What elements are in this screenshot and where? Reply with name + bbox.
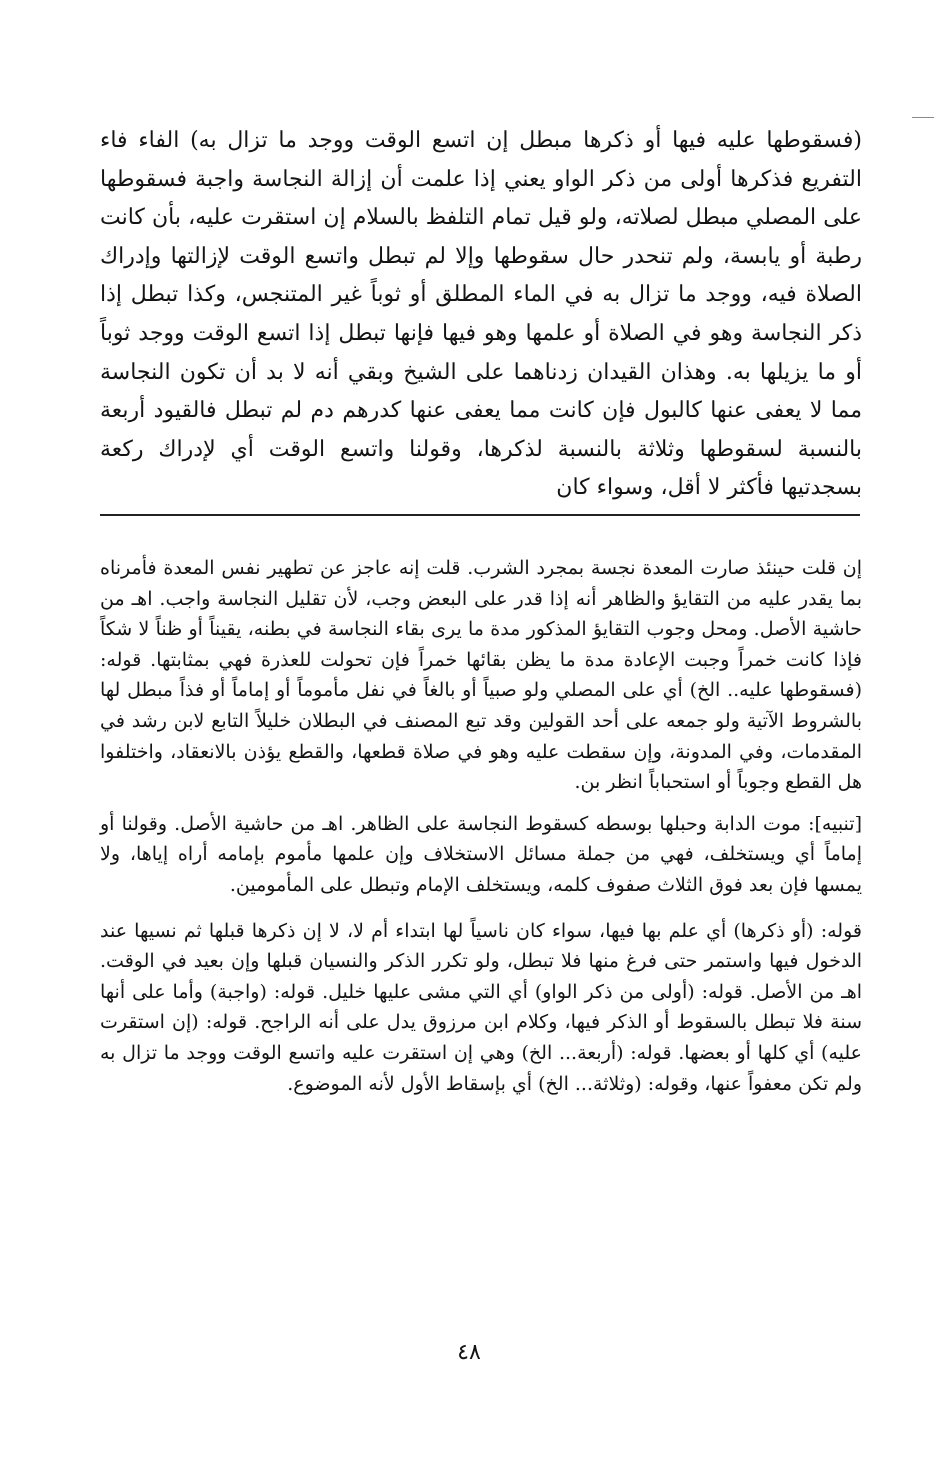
footnote-paragraph-2: [تنبيه]: موت الدابة وحبلها بوسطه كسقوط النجاسة على الظاهر. اهـ من حاشية الأصل. وقولنا أو إماماً أي ويستخلف، فهي من جملة مسائل الاستخلاف وإن علمها مأموم بإمامه أراه إياها، ولا يمسها فإن بعد فوق الثلاث صفوف كلمه، ويستخلف الإمام وتبطل على المأمومين.	[100, 812, 862, 896]
scan-mark	[912, 117, 934, 118]
footnotes-block	[100, 553, 862, 1099]
main-paragraph: (فسقوطها عليه فيها أو ذكرها مبطل إن اتسع الوقت ووجد ما تزال به) الفاء فاء التفريع فذكرها أولى من ذكر الواو يعني إذا علمت أن إزالة النجاسة واجبة فسقوطها على المصلي مبطل لصلاته، ولو قيل تمام التلفظ بالسلام إن استقرت عليه، بأن كانت رطبة أو يابسة، ولم تنحدر حال سقوطها وإلا لم تبطل واتسع الوقت لإزالتها وإدراك الصلاة فيه، ووجد ما تزال به في الماء المطلق أو ثوباً غير المتنجس، وكذا تبطل إذا ذكر النجاسة وهو في الصلاة أو علمها وهو فيها فإنها تبطل إذا اتسع الوقت ووجد ثوباً أو ما يزيلها به. وهذان القيدان زدناهما على الشيخ وبقي أنه لا بد أن تكون النجاسة مما لا يعفى عنها كالبول فإن كانت مما يعفى عنها كدرهم دم لم تبطل فالقيود أربعة بالنسبة لسقوطها وثلاثة بالنسبة لذكرها، وقولنا واتسع الوقت أي لإدراك ركعة بسجدتيها فأكثر لا أقل، وسواء كان	[100, 128, 862, 501]
footnote-separator	[100, 514, 860, 516]
footnote-paragraph-3: قوله: (أو ذكرها) أي علم بها فيها، سواء كان ناسياً لها ابتداء أم لا، لا إن ذكرها قبلها ثم نسيها عند الدخول فيها واستمر حتى فرغ منها فلا تبطل، ولو تكرر الذكر والنسيان قبلها وإن بعيد في الوقت. اهـ من الأصل. قوله: (أولى من ذكر الواو) أي التي مشى عليها خليل. قوله: (واجبة) وأما على أنها سنة فلا تبطل بالسقوط أو الذكر فيها، وكلام ابن مرزوق يدل على أنه الراجح. قوله: (إن استقرت عليه) أي كلها أو بعضها. قوله: (أربعة... الخ) وهي إن استقرت عليه واتسع الوقت ووجد ما تزال به ولم تكن معفواً عنها، وقوله: (وثلاثة... الخ) أي بإسقاط الأول لأنه الموضوع.	[100, 919, 862, 1095]
footnote-paragraph-1: إن قلت حينئذ صارت المعدة نجسة بمجرد الشرب. قلت إنه عاجز عن تطهير نفس المعدة فأمرناه بما يقدر عليه من التقايؤ والظاهر أنه إذا قدر على البعض وجب، لأن تقليل النجاسة واجب. اهـ من حاشية الأصل. ومحل وجوب التقايؤ المذكور مدة ما يرى بقاء النجاسة في بطنه، يقيناً أو ظناً لا شكاً فإذا كانت خمراً وجبت الإعادة مدة ما يظن بقائها خمراً فإن تحولت للعذرة فهي بمثابتها. قوله: (فسقوطها عليه.. الخ) أي على المصلي ولو صبياً أو بالغاً في نفل مأموماً أو إماماً أو فذاً مبطل لها بالشروط الآتية ولو جمعه على أحد القولين وقد تبع المصنف في البطلان خليلاً التابع لابن رشد في المقدمات، وفي المدونة، وإن سقطت عليه وهو في صلاة قطعها، والقطع يؤذن بالانعقاد، واختلفوا هل القطع وجوباً أو استحباباً انظر بن.	[100, 557, 862, 794]
main-text-block	[100, 122, 862, 508]
page-number: ٤٨	[457, 1340, 481, 1365]
